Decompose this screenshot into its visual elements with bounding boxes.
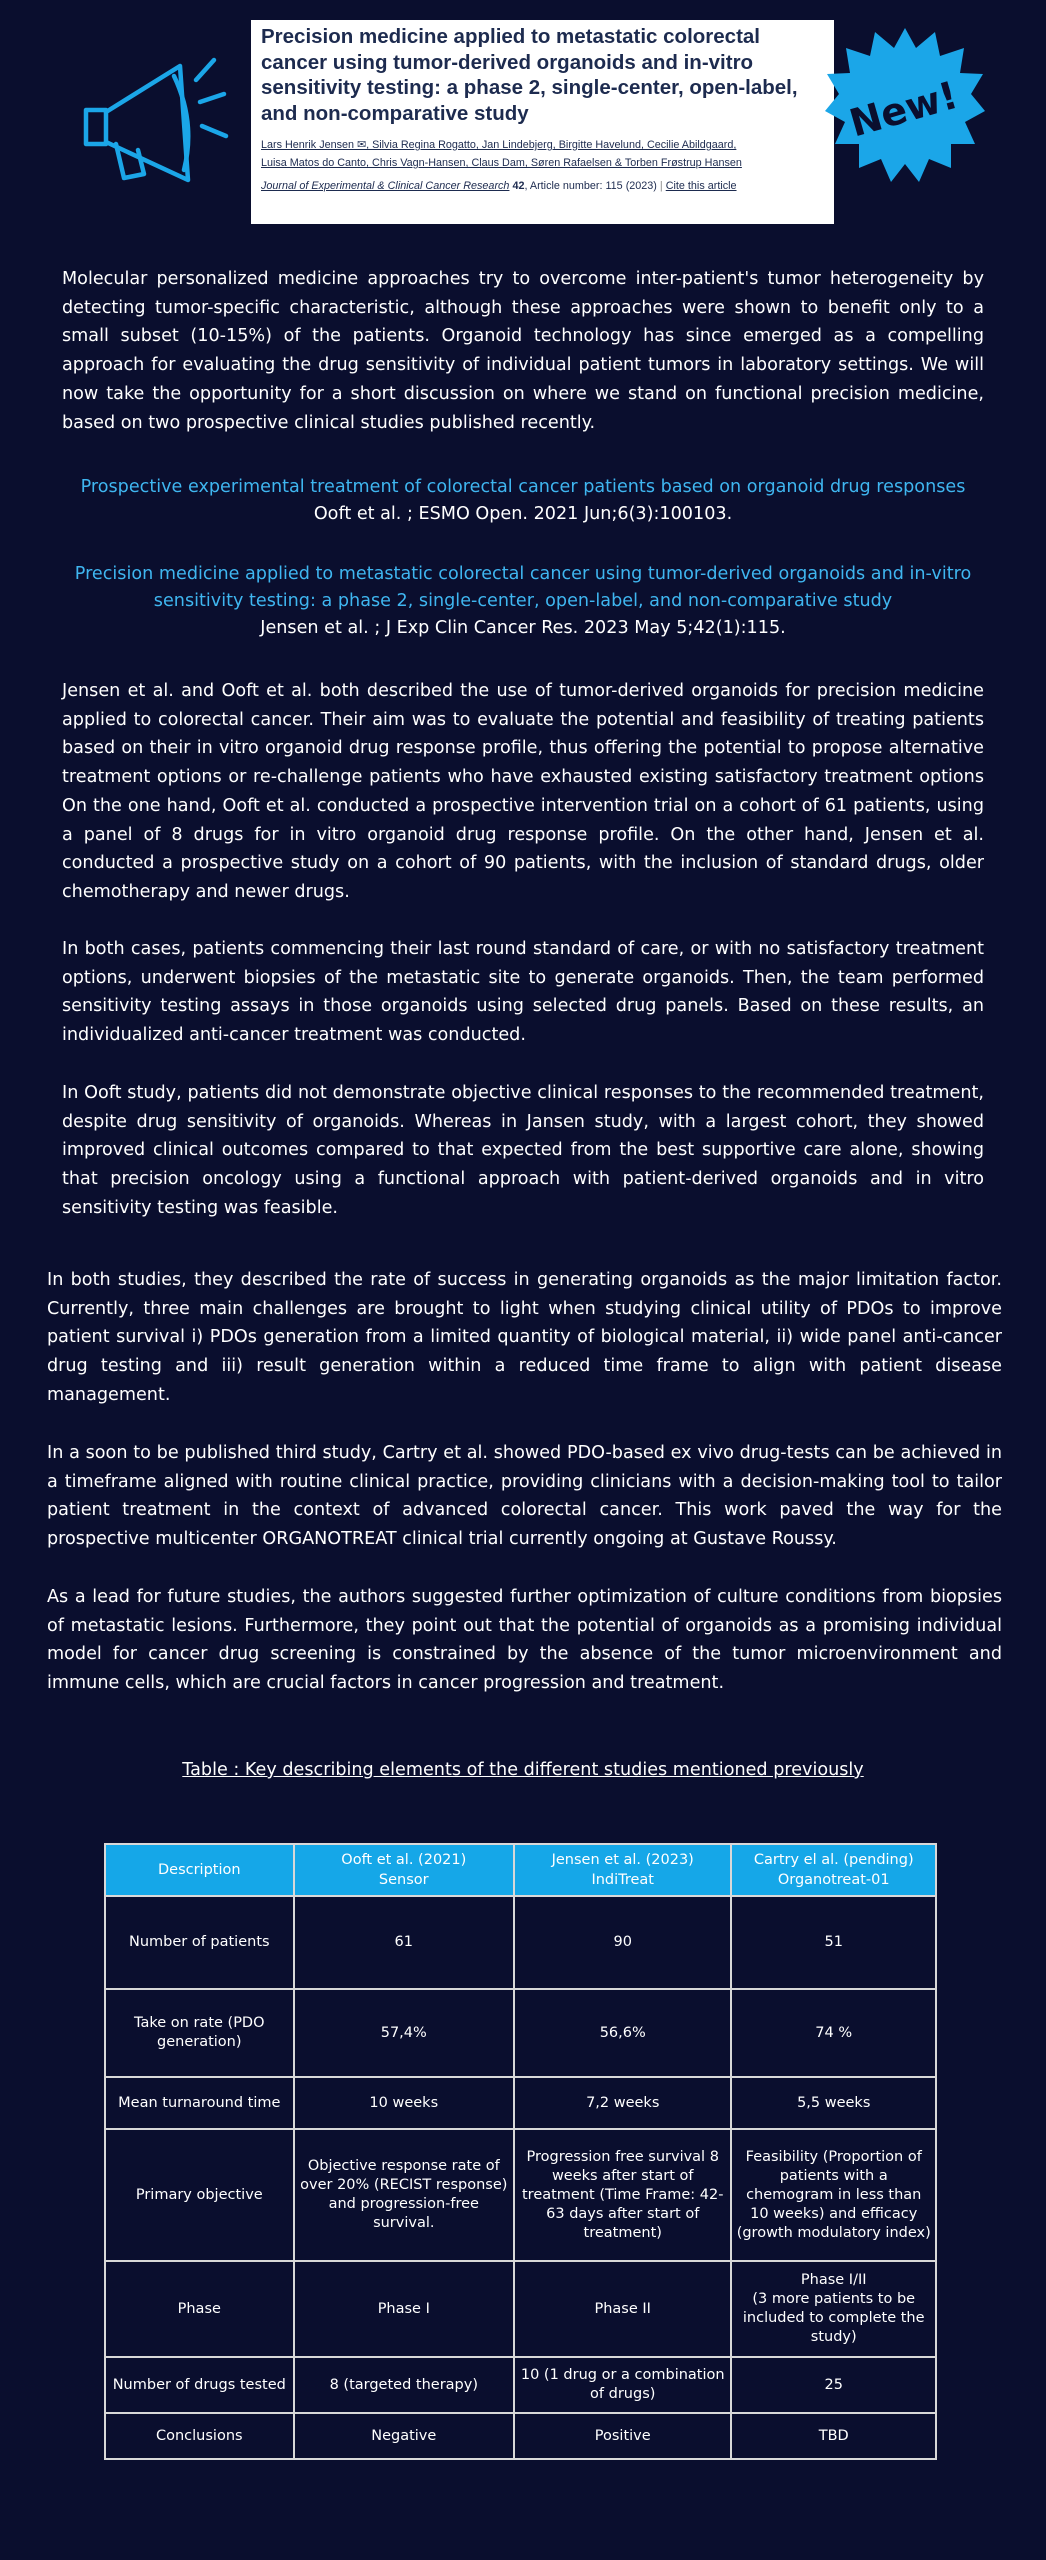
authors-line-2[interactable]: Luisa Matos do Canto, Chris Vagn-Hansen, Claus Dam, Søren Rafaelsen & Torben Frøstrup Hansen: [261, 157, 742, 169]
separator: |: [659, 180, 663, 192]
reference-jensen: [60, 561, 986, 642]
paper-authors[interactable]: [261, 136, 824, 172]
body-paragraph-3: In Ooft study, patients did not demonstrate objective clinical responses to the recommended treatment, despite drug sensitivity of organoids. Whereas in Jansen study, with a largest cohort, they showed improved clinical outcomes compared to that expected from the best supportive care alone, showing that precision oncology using a functional approach with patient-derived organoids and in vitro sensitivity testing was feasible.: [62, 1083, 984, 1218]
table-row: [105, 2261, 936, 2357]
body-paragraph-1: Jensen et al. and Ooft et al. both described the use of tumor-derived organoids for precision medicine applied to colorectal cancer. Their aim was to evaluate the potential and feasibility of treating patients based on their in vitro organoid drug response profile, thus offering the potential to propose alternative treatment options or re-challenge patients who have exhausted existing satisfactory treatment options On the one hand, Ooft et al. conducted a prospective intervention trial on a cohort of 61 patients, using a panel of 8 drugs for in vitro organoid drug response profile. On the other hand, Jensen et al. conducted a prospective study on a cohort of 90 patients, with the inclusion of standard drugs, older chemotherapy and newer drugs.: [62, 681, 984, 902]
reference-ooft: [40, 474, 1006, 528]
paper-title: Precision medicine applied to metastatic colorectal cancer using tumor-derived organoids and in-vitro sensitivity testing: a phase 2, single-center, open-label, and non-comparative study: [261, 25, 798, 125]
cell-cartry: 74 %: [731, 1989, 936, 2077]
journal-link[interactable]: Journal of Experimental & Clinical Cancer Research: [261, 180, 510, 192]
cite-this-article-link[interactable]: Cite this article: [665, 180, 737, 192]
paper-journal-line: [261, 178, 824, 194]
megaphone-icon: [68, 40, 238, 190]
body-paragraph-2: In both cases, patients commencing their last round standard of care, or with no satisfactory treatment options, underwent biopsies of the metastatic site to generate organoids. Then, the team performed sensitivity testing assays in those organoids using selected drug panels. Based on these results, an individualized anti-cancer treatment was conducted.: [62, 939, 984, 1046]
cell-cartry: TBD: [731, 2413, 936, 2459]
authors-line-1[interactable]: Lars Henrik Jensen ✉, Silvia Regina Rogatto, Jan Lindebjerg, Birgitte Havelund, Cecilie Abildgaard,: [261, 139, 737, 151]
row-label: Phase: [105, 2261, 294, 2357]
cell-jensen: 10 (1 drug or a combination of drugs): [514, 2357, 731, 2413]
reference-title: Prospective experimental treatment of colorectal cancer patients based on organoid drug responses: [80, 477, 966, 497]
table-caption: Table : Key describing elements of the different studies mentioned previously: [182, 1760, 864, 1780]
cell-ooft: 61: [294, 1896, 514, 1989]
row-label: Number of drugs tested: [105, 2357, 294, 2413]
cell-jensen: 56,6%: [514, 1989, 731, 2077]
row-label: Primary objective: [105, 2129, 294, 2261]
cell-ooft: 8 (targeted therapy): [294, 2357, 514, 2413]
cell-jensen: Phase II: [514, 2261, 731, 2357]
cell-cartry: Feasibility (Proportion of patients with a chemogram in less than 10 weeks) and efficacy (growth modulatory index): [731, 2129, 936, 2261]
table-header-row: [105, 1844, 936, 1896]
cell-ooft: Negative: [294, 2413, 514, 2459]
cell-ooft: 57,4%: [294, 1989, 514, 2077]
header-description: Description: [105, 1844, 294, 1896]
cell-jensen: 7,2 weeks: [514, 2077, 731, 2129]
cell-jensen: Progression free survival 8 weeks after start of treatment (Time Frame: 42-63 days after start of treatment): [514, 2129, 731, 2261]
table-row: [105, 2129, 936, 2261]
header-jensen: Jensen et al. (2023) IndiTreat: [514, 1844, 731, 1896]
new-badge-icon: [825, 26, 985, 186]
reference-title: Precision medicine applied to metastatic colorectal cancer using tumor-derived organoids and in-vitro sensitivity testing: a phase 2, single-center, open-label, and non-comparative study: [74, 564, 972, 611]
row-label: Take on rate (PDO generation): [105, 1989, 294, 2077]
reference-citation: Jensen et al. ; J Exp Clin Cancer Res. 2023 May 5;42(1):115.: [260, 618, 786, 638]
article-number: , Article number: 115 (2023): [524, 180, 657, 192]
table-row: [105, 2357, 936, 2413]
table-row: [105, 1989, 936, 2077]
body-paragraph-4: In both studies, they described the rate of success in generating organoids as the major limitation factor. Currently, three main challenges are brought to light when studying clinical utility of PDOs to improve patient survival i) PDOs generation from a limited quantity of biological material, ii) wide panel anti-cancer drug testing and iii) result generation within a reduced time frame to align with patient disease management.: [47, 1270, 1002, 1405]
table-row: [105, 1896, 936, 1989]
journal-volume: 42: [512, 180, 525, 192]
cell-cartry: 5,5 weeks: [731, 2077, 936, 2129]
cell-ooft: 10 weeks: [294, 2077, 514, 2129]
cell-ooft: Objective response rate of over 20% (RECIST response) and progression-free survival.: [294, 2129, 514, 2261]
row-label: Mean turnaround time: [105, 2077, 294, 2129]
table-row: [105, 2413, 936, 2459]
cell-jensen: 90: [514, 1896, 731, 1989]
paper-card: [251, 20, 834, 224]
header-cartry: Cartry el al. (pending) Organotreat-01: [731, 1844, 936, 1896]
row-label: Conclusions: [105, 2413, 294, 2459]
body-paragraph-5: In a soon to be published third study, Cartry et al. showed PDO-based ex vivo drug-tests can be achieved in a timeframe aligned with routine clinical practice, providing clinicians with a decision-making tool to tailor patient treatment in the context of advanced colorectal cancer. This work paved the way for the prospective multicenter ORGANOTREAT clinical trial currently ongoing at Gustave Roussy.: [47, 1443, 1002, 1550]
row-label: Number of patients: [105, 1896, 294, 1989]
body-paragraph-6: As a lead for future studies, the authors suggested further optimization of culture conditions from biopsies of metastatic lesions. Furthermore, they point out that the potential of organoids as a promising individual model for cancer drug screening is constrained by the absence of the tumor microenvironment and immune cells, which are crucial factors in cancer progression and treatment.: [47, 1587, 1002, 1694]
table-row: [105, 2077, 936, 2129]
cell-cartry: Phase I/II (3 more patients to be included to complete the study): [731, 2261, 936, 2357]
new-badge-label: New!: [844, 72, 963, 146]
cell-ooft: Phase I: [294, 2261, 514, 2357]
header-ooft: Ooft et al. (2021) Sensor: [294, 1844, 514, 1896]
cell-jensen: Positive: [514, 2413, 731, 2459]
header-banner: [0, 0, 1046, 240]
reference-citation: Ooft et al. ; ESMO Open. 2021 Jun;6(3):100103.: [313, 504, 733, 524]
intro-paragraph: Molecular personalized medicine approaches try to overcome inter-patient's tumor heterogeneity by detecting tumor-specific characteristic, although these approaches were shown to benefit only to a small subset (10-15%) of the patients. Organoid technology has since emerged as a compelling approach for evaluating the drug sensitivity of individual patient tumors in laboratory settings. We will now take the opportunity for a short discussion on where we stand on functional precision medicine, based on two prospective clinical studies published recently.: [62, 269, 984, 433]
key-elements-table: [104, 1843, 937, 2460]
cell-cartry: 25: [731, 2357, 936, 2413]
cell-cartry: 51: [731, 1896, 936, 1989]
